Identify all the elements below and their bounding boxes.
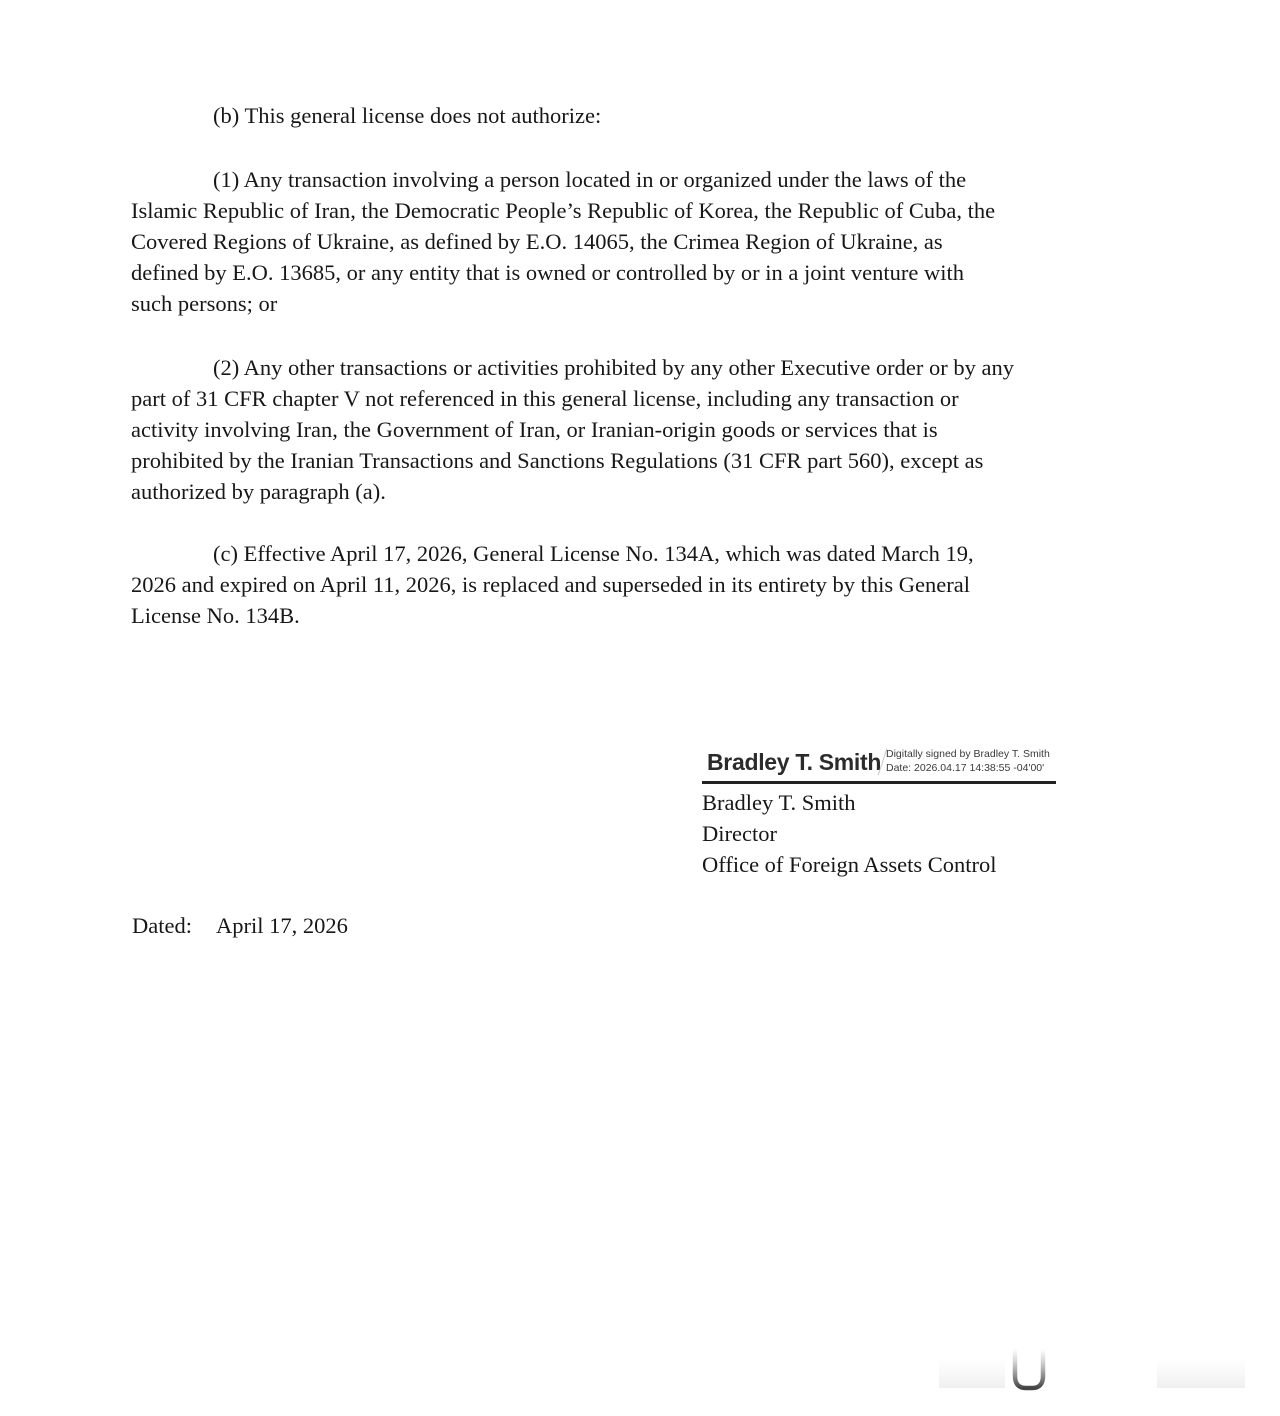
text-line: (c) Effective April 17, 2026, General License No. 134A, which was dated March 19, xyxy=(213,541,974,566)
paragraph-1 xyxy=(131,164,995,319)
dated-value: April 17, 2026 xyxy=(215,913,348,938)
digital-signature-note-line1: Digitally signed by Bradley T. Smith xyxy=(886,748,1050,760)
text-line: activity involving Iran, the Government of Iran, or Iranian-origin goods or services that is xyxy=(131,417,938,442)
text-line: prohibited by the Iranian Transactions and Sanctions Regulations (31 CFR part 560), except as xyxy=(131,448,984,473)
dated-label: Dated: xyxy=(132,913,192,938)
text-line: (2) Any other transactions or activities prohibited by any other Executive order or by any xyxy=(213,355,1015,380)
digital-signature-note xyxy=(886,748,1050,775)
text-line: Covered Regions of Ukraine, as defined by E.O. 14065, the Crimea Region of Ukraine, as xyxy=(131,229,943,254)
text-line: 2026 and expired on April 11, 2026, is replaced and superseded in its entirety by this General xyxy=(131,572,970,597)
signer-title: Director xyxy=(702,821,777,846)
dated-line xyxy=(132,910,348,941)
paragraph-c xyxy=(131,538,974,631)
signer-office: Office of Foreign Assets Control xyxy=(702,852,997,877)
signer-name: Bradley T. Smith xyxy=(702,790,856,815)
text-line: License No. 134B. xyxy=(131,603,300,628)
text-line: part of 31 CFR chapter V not referenced in this general license, including any transaction or xyxy=(131,386,959,411)
digital-signature-note-line2: Date: 2026.04.17 14:38:55 -04'00' xyxy=(886,761,1045,774)
text-line: (b) This general license does not authorize: xyxy=(213,103,602,128)
signature-line xyxy=(702,781,1056,784)
text-line: Islamic Republic of Iran, the Democratic People’s Republic of Korea, the Republic of Cuba, the xyxy=(131,198,996,223)
digital-signature-name: Bradley T. Smith xyxy=(707,749,882,775)
text-line: such persons; or xyxy=(131,291,278,316)
paragraph-2 xyxy=(131,352,1014,507)
text-line: (1) Any transaction involving a person located in or organized under the laws of the xyxy=(213,167,967,192)
watermark-icon xyxy=(935,1342,1255,1400)
text-line: defined by E.O. 13685, or any entity that is owned or controlled by or in a joint venture with xyxy=(131,260,964,285)
signature-block xyxy=(702,744,1122,877)
digital-signature xyxy=(702,744,1122,781)
signature-printed-block xyxy=(702,787,997,880)
paragraph-b xyxy=(131,100,601,131)
text-line: authorized by paragraph (a). xyxy=(131,479,386,504)
